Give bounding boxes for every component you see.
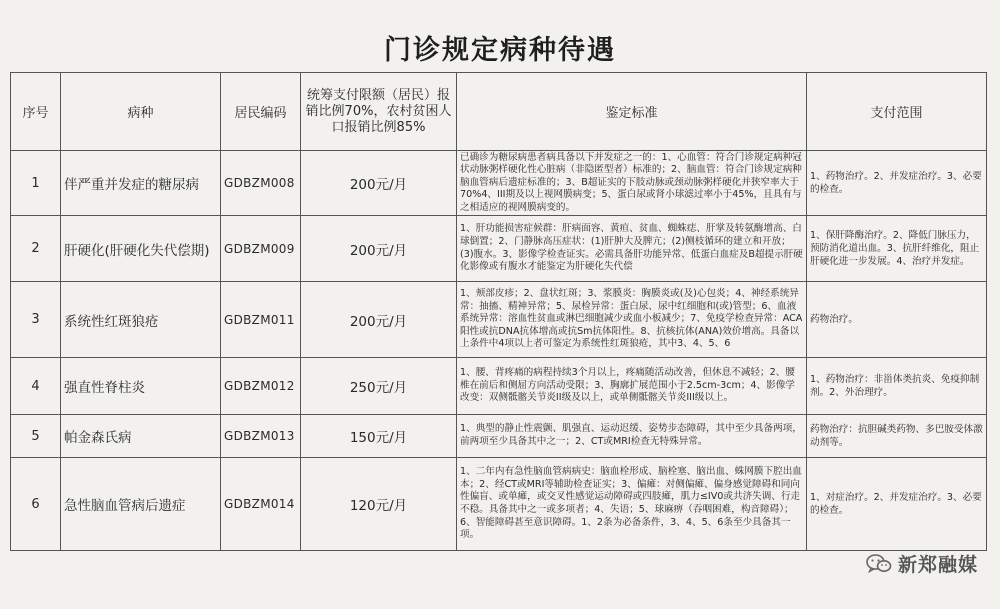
row-scope: 药物治疗：抗胆碱类药物、多巴胺受体激动剂等。 bbox=[807, 415, 987, 458]
header-quota: 统筹支付限额（居民）报销比例70%，农村贫困人口报销比例85% bbox=[301, 73, 457, 151]
row-disease: 强直性脊柱炎 bbox=[61, 358, 221, 415]
row-code: GDBZM008 bbox=[221, 151, 301, 216]
row-seq: 3 bbox=[11, 282, 61, 358]
table-row bbox=[11, 151, 987, 216]
wechat-logo-icon bbox=[866, 554, 892, 574]
row-seq: 4 bbox=[11, 358, 61, 415]
table-row bbox=[11, 216, 987, 282]
row-criteria: 1、颊部皮疹；2、盘状红斑；3、浆膜炎：胸膜炎或(及)心包炎；4、神经系统异常：抽搐、精神异常；5、尿检异常：蛋白尿、尿中红细胞和(或)管型；6、血液系统异常：溶血性贫血或淋巴细胞减少或血小板减少；7、免疫学检查异常：ACA阳性或抗DNA抗体增高或抗Sm抗体阳性。8、抗核抗体(ANA)效价增高。具备以上条件中4项以上者可鉴定为系统性红斑狼疮，其中3、4、5、6 bbox=[457, 282, 807, 358]
row-limit: 120元/月 bbox=[301, 458, 457, 551]
row-criteria: 已确诊为糖尿病患者病具备以下并发症之一的：1、心血管：符合门诊规定病种冠状动脉粥样硬化性心脏病（非隐匿型者）标准的；2、脑血管：符合门诊规定病种脑血管病后遗症标准的；3、B超证实的下肢动脉或颈动脉粥样硬化并狭窄率大于70%4、III期及以上视网膜病变；5、蛋白尿或肾小球滤过率小于45%，且具有与之相适应的视网膜病变的。 bbox=[457, 151, 807, 216]
row-scope: 1、对症治疗。2、并发症治疗。3、必要的检查。 bbox=[807, 458, 987, 551]
row-criteria: 1、典型的静止性震颤、肌强直、运动迟缓、姿势步态障碍，其中至少具备两项，前两项至少具备其中之一；2、CT或MRI检查无特殊异常。 bbox=[457, 415, 807, 458]
row-limit: 200元/月 bbox=[301, 216, 457, 282]
row-code: GDBZM011 bbox=[221, 282, 301, 358]
table-row bbox=[11, 415, 987, 458]
row-scope: 药物治疗。 bbox=[807, 282, 987, 358]
row-disease: 系统性红斑狼疮 bbox=[61, 282, 221, 358]
header-disease: 病种 bbox=[61, 73, 221, 151]
row-code: GDBZM009 bbox=[221, 216, 301, 282]
header-scope: 支付范围 bbox=[807, 73, 987, 151]
table-row bbox=[11, 282, 987, 358]
row-limit: 200元/月 bbox=[301, 282, 457, 358]
row-disease: 急性脑血管病后遗症 bbox=[61, 458, 221, 551]
row-scope: 1、药物治疗。2、并发症治疗。3、必要的检查。 bbox=[807, 151, 987, 216]
row-criteria: 1、肝功能损害症候群：肝病面容、黄疸、贫血、蜘蛛痣、肝掌及转氨酶增高、白球倒置；2、门静脉高压症状：(1)肝肿大及脾亢；(2)侧枝循环的建立和开放；(3)腹水。3、影像学检查证实。必需具备肝功能异常、低蛋白血症及B超提示肝硬化影像或有腹水才能鉴定为肝硬化失代偿 bbox=[457, 216, 807, 282]
header-seq: 序号 bbox=[11, 73, 61, 151]
table-row bbox=[11, 358, 987, 415]
row-seq: 2 bbox=[11, 216, 61, 282]
row-criteria: 1、腰、背疼痛的病程持续3个月以上，疼痛随活动改善，但休息不减轻；2、腰椎在前后和侧屈方向活动受限；3、胸廓扩展范围小于2.5cm-3cm；4、影像学改变：双侧骶髂关节炎II级及以上，或单侧骶髂关节炎III级以上。 bbox=[457, 358, 807, 415]
row-disease: 伴严重并发症的糖尿病 bbox=[61, 151, 221, 216]
row-seq: 1 bbox=[11, 151, 61, 216]
table-row bbox=[11, 458, 987, 551]
row-disease: 帕金森氏病 bbox=[61, 415, 221, 458]
disease-table bbox=[10, 72, 987, 551]
watermark bbox=[866, 550, 978, 577]
header-criteria: 鉴定标准 bbox=[457, 73, 807, 151]
watermark-text: 新郑融媒 bbox=[897, 554, 978, 576]
row-limit: 200元/月 bbox=[301, 151, 457, 216]
row-criteria: 1、二年内有急性脑血管病病史：脑血栓形成、脑栓塞、脑出血、蛛网膜下腔出血本；2、经CT或MRI等辅助检查证实；3、偏瘫：对侧偏瘫、偏身感觉障碍和同向性偏盲、或单瘫，或交叉性感觉运动障碍或四肢瘫，肌力≤IV0或共济失调、行走不稳。具备其中之一或多项者；4、失语；5、球麻痹（吞咽困难，构音障碍）；6、智能障碍甚至意识障碍。1、2条为必备条件，3、4、5、6条至少具备其一项。 bbox=[457, 458, 807, 551]
row-scope: 1、药物治疗：非甾体类抗炎、免疫抑制剂。2、外治理疗。 bbox=[807, 358, 987, 415]
header-code: 居民编码 bbox=[221, 73, 301, 151]
row-code: GDBZM013 bbox=[221, 415, 301, 458]
row-seq: 5 bbox=[11, 415, 61, 458]
row-seq: 6 bbox=[11, 458, 61, 551]
row-code: GDBZM012 bbox=[221, 358, 301, 415]
row-limit: 150元/月 bbox=[301, 415, 457, 458]
row-scope: 1、保肝降酶治疗。2、降低门脉压力，预防消化道出血。3、抗肝纤维化，阻止肝硬化进一步发展。4、治疗并发症。 bbox=[807, 216, 987, 282]
row-disease: 肝硬化(肝硬化失代偿期) bbox=[61, 216, 221, 282]
table-header-row bbox=[11, 73, 987, 151]
row-code: GDBZM014 bbox=[221, 458, 301, 551]
page-title: 门诊规定病种待遇 bbox=[384, 35, 616, 66]
row-limit: 250元/月 bbox=[301, 358, 457, 415]
